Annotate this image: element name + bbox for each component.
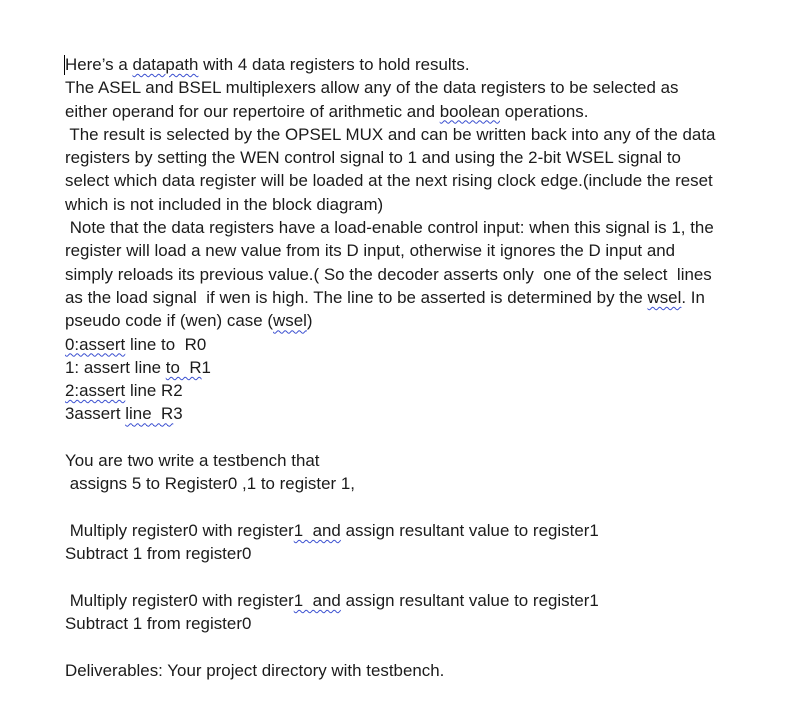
spellcheck-flagged-word: 1 and xyxy=(293,590,341,610)
text-run: which is not included in the block diagram) xyxy=(65,194,384,214)
spellcheck-flagged-word: wsel xyxy=(647,287,682,307)
text-run: 1 xyxy=(201,357,211,377)
text-run: Subtract 1 from register0 xyxy=(65,614,252,634)
text-run: The result is selected by the OPSEL MUX and can be written back into any of the data xyxy=(65,124,716,144)
text-run: ) xyxy=(306,311,313,331)
text-line xyxy=(65,542,765,565)
text-line xyxy=(65,612,765,635)
text-run: register will load a new value from its D input, otherwise it ignores the D input and xyxy=(65,241,676,261)
text-line xyxy=(65,76,765,99)
spellcheck-flagged-word: 2:assert xyxy=(65,381,126,401)
text-run: line R2 xyxy=(125,381,183,401)
text-run: simply reloads its previous value.( So the decoder asserts only one of the select lines xyxy=(65,264,712,284)
spellcheck-flagged-word: wsel xyxy=(273,311,307,331)
text-run: assign resultant value to register1 xyxy=(340,590,599,610)
text-run: with 4 data registers to hold results. xyxy=(198,55,470,74)
text-run: as the load signal if wen is high. The line to be asserted is determined by the xyxy=(65,287,648,307)
text-run: pseudo code if (wen) case ( xyxy=(65,311,274,331)
text-run: Subtract 1 from register0 xyxy=(65,544,252,564)
text-run: assigns 5 to Register0 ,1 to register 1, xyxy=(65,474,355,494)
text-line xyxy=(65,402,765,425)
text-run: assign resultant value to register1 xyxy=(340,520,599,540)
text-line xyxy=(65,589,765,612)
text-run: operations. xyxy=(499,101,589,121)
text-line xyxy=(65,263,765,286)
blank-line xyxy=(65,496,765,519)
spellcheck-flagged-word: line R xyxy=(125,404,174,424)
document-lines xyxy=(65,53,765,682)
text-line xyxy=(65,472,765,495)
text-run: Deliverables: Your project directory with testbench. xyxy=(65,660,445,680)
text-run: Note that the data registers have a load-enable control input: when this signal is 1, the xyxy=(65,218,714,238)
text-run: line to R0 xyxy=(125,334,207,354)
blank-line xyxy=(65,635,765,658)
spellcheck-flagged-word: 1 and xyxy=(293,520,341,540)
blank-line xyxy=(65,426,765,449)
text-run: Multiply register0 with register xyxy=(65,590,294,610)
text-line xyxy=(65,309,765,332)
text-line xyxy=(65,193,765,216)
text-run: The ASEL and BSEL multiplexers allow any of the data registers to be selected as xyxy=(65,78,679,98)
text-line xyxy=(65,333,765,356)
text-run: 1: assert line xyxy=(65,357,166,377)
text-line xyxy=(65,100,765,123)
text-run: Here’s a xyxy=(65,55,133,74)
text-run: . In xyxy=(681,287,705,307)
text-run: You are two write a testbench that xyxy=(65,451,320,471)
text-line xyxy=(65,286,765,309)
text-line xyxy=(65,659,765,682)
text-line xyxy=(65,519,765,542)
text-line xyxy=(65,239,765,262)
text-run: 3 xyxy=(173,404,183,424)
document-body[interactable] xyxy=(65,53,765,682)
text-run: Multiply register0 with register xyxy=(65,520,294,540)
spellcheck-flagged-word: to R xyxy=(165,357,202,377)
text-run: registers by setting the WEN control signal to 1 and using the 2-bit WSEL signal to xyxy=(65,148,681,168)
text-run: either operand for our repertoire of arithmetic and xyxy=(65,101,440,121)
spellcheck-flagged-word: datapath xyxy=(132,55,199,74)
text-run: 3assert xyxy=(65,404,126,424)
blank-line xyxy=(65,566,765,589)
text-line xyxy=(65,356,765,379)
text-line xyxy=(65,146,765,169)
text-line xyxy=(65,449,765,472)
spellcheck-flagged-word: 0:assert xyxy=(65,334,126,354)
text-line xyxy=(65,169,765,192)
text-line xyxy=(65,123,765,146)
text-line xyxy=(65,216,765,239)
text-run: select which data register will be loaded at the next rising clock edge.(include the reset xyxy=(65,171,713,191)
spellcheck-flagged-word: boolean xyxy=(439,101,500,121)
text-line xyxy=(65,53,765,76)
text-line xyxy=(65,379,765,402)
